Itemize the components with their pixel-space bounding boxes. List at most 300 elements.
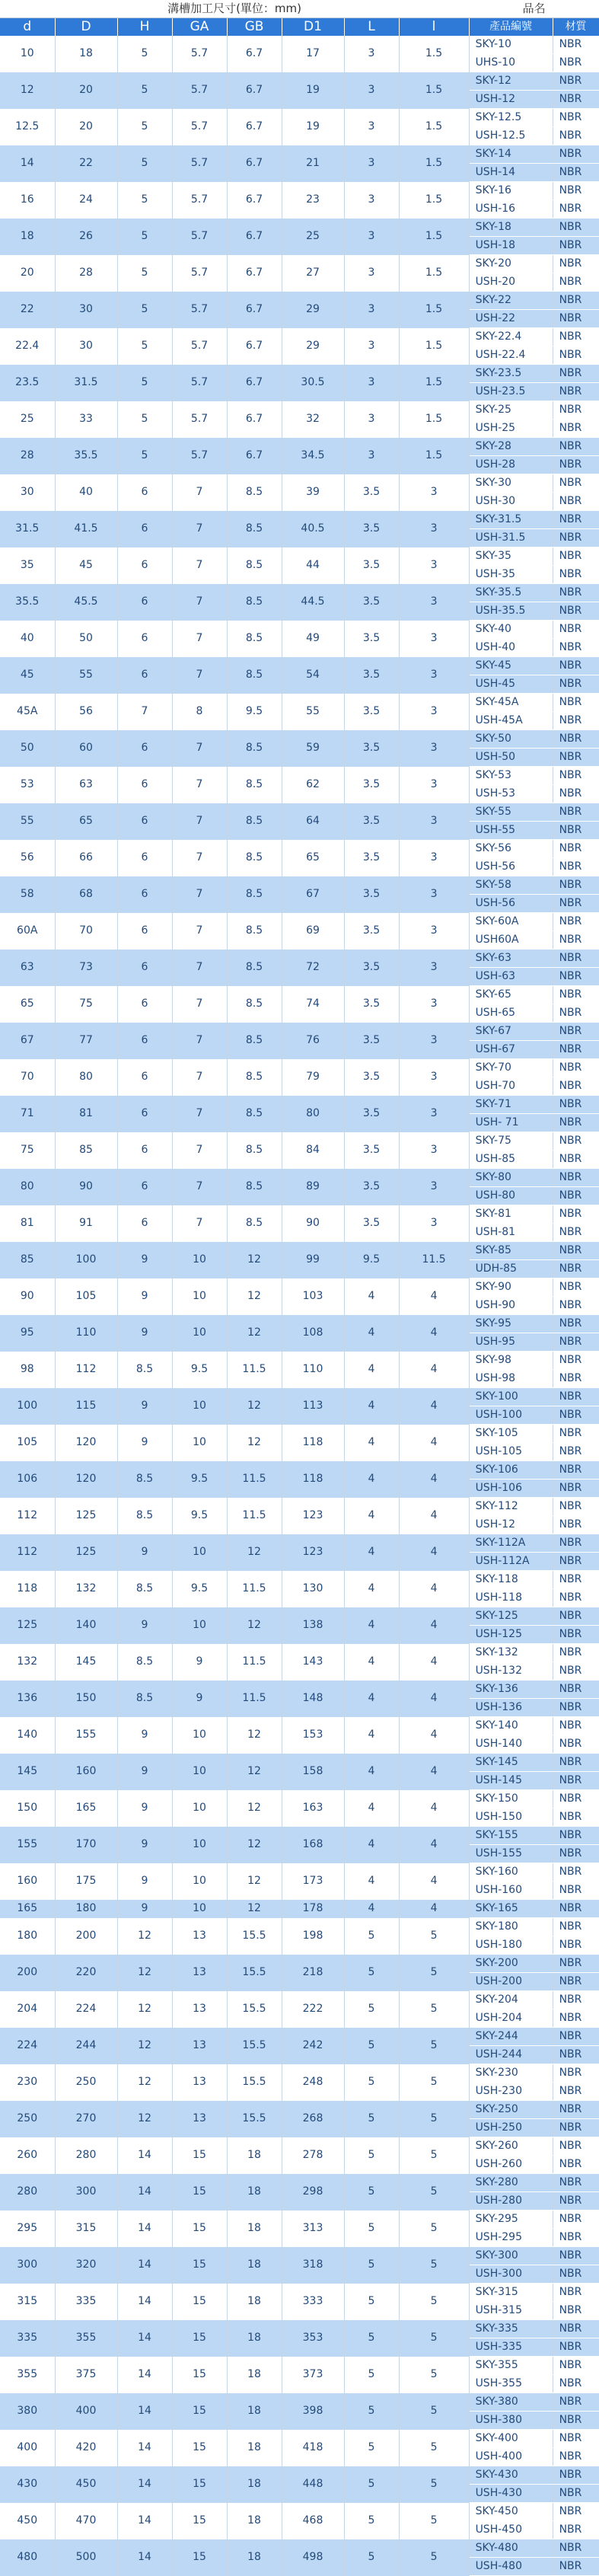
cell-l: 3 [399,584,469,621]
cell-l: 3 [399,657,469,694]
cell-L: 3.5 [344,1132,399,1169]
cell-part-number: SKY-58 [469,876,553,895]
cell-material: NBR [553,2539,599,2558]
cell-GB: 8.5 [227,474,282,511]
cell-d: 30 [0,474,55,511]
cell-L: 5 [344,2357,399,2393]
cell-part-number: SKY-25 [469,401,553,420]
cell-D: 45.5 [55,584,117,621]
cell-l: 1.5 [399,328,469,365]
cell-material: NBR [553,2083,599,2101]
cell-D: 335 [55,2284,117,2320]
cell-GB: 6.7 [227,109,282,145]
cell-D1: 163 [282,1790,344,1827]
cell-GB: 8.5 [227,876,282,913]
cell-material: NBR [553,36,599,54]
table-row [0,328,599,346]
cell-D1: 143 [282,1644,344,1681]
table-row [0,1132,599,1151]
table-row [0,2174,599,2192]
cell-D1: 89 [282,1169,344,1205]
cell-D: 22 [55,145,117,182]
cell-GA: 9 [172,1644,227,1681]
cell-material: NBR [553,72,599,91]
cell-l: 3 [399,1132,469,1169]
cell-material: NBR [553,420,599,438]
cell-GA: 5.7 [172,365,227,401]
cell-d: 100 [0,1388,55,1425]
cell-D: 65 [55,803,117,840]
cell-d: 105 [0,1425,55,1461]
cell-d: 132 [0,1644,55,1681]
cell-D: 66 [55,840,117,876]
cell-part-number: USH-56 [469,858,553,876]
cell-H: 9 [117,1827,172,1863]
col-material-header: 材質 [553,18,599,37]
cell-part-number: SKY-132 [469,1644,553,1662]
cell-part-number: USH-35.5 [469,602,553,621]
cell-L: 5 [344,1955,399,1991]
cell-part-number: SKY-75 [469,1132,553,1151]
cell-d: 125 [0,1607,55,1644]
cell-D1: 34.5 [282,438,344,474]
cell-GB: 8.5 [227,803,282,840]
cell-d: 28 [0,438,55,474]
cell-H: 6 [117,876,172,913]
cell-L: 3.5 [344,1096,399,1132]
cell-part-number: USH-55 [469,822,553,840]
cell-part-number: SKY-200 [469,1955,553,1973]
cell-H: 9 [117,1607,172,1644]
cell-GB: 8.5 [227,767,282,803]
cell-d: 165 [0,1900,55,1918]
cell-L: 5 [344,2539,399,2576]
cell-part-number: USH-355 [469,2375,553,2393]
cell-part-number: SKY-136 [469,1681,553,1699]
cell-GA: 9.5 [172,1498,227,1534]
cell-L: 3 [344,36,399,72]
cell-material: NBR [553,1717,599,1735]
cell-material: NBR [553,1863,599,1882]
cell-H: 5 [117,365,172,401]
cell-H: 6 [117,1169,172,1205]
cell-d: 260 [0,2137,55,2174]
cell-GA: 5.7 [172,438,227,474]
cell-d: 112 [0,1498,55,1534]
cell-material: NBR [553,1333,599,1352]
cell-material: NBR [553,639,599,657]
cell-L: 5 [344,1991,399,2028]
cell-material: NBR [553,237,599,255]
cell-d: 67 [0,1023,55,1059]
cell-material: NBR [553,91,599,109]
cell-material: NBR [553,1278,599,1297]
cell-D: 450 [55,2466,117,2503]
cell-D1: 108 [282,1315,344,1352]
cell-material: NBR [553,401,599,420]
cell-H: 8.5 [117,1461,172,1498]
cell-d: 45A [0,694,55,730]
cell-material: NBR [553,1114,599,1132]
cell-L: 3.5 [344,1205,399,1242]
cell-l: 5 [399,1955,469,1991]
cell-GA: 7 [172,986,227,1023]
cell-material: NBR [553,2320,599,2338]
cell-part-number: SKY-400 [469,2430,553,2448]
cell-d: 12.5 [0,109,55,145]
cell-part-number: USH-155 [469,1845,553,1863]
cell-D: 68 [55,876,117,913]
cell-L: 5 [344,2028,399,2064]
cell-material: NBR [553,109,599,127]
cell-D1: 218 [282,1955,344,1991]
cell-l: 3 [399,1205,469,1242]
cell-GB: 11.5 [227,1681,282,1717]
cell-material: NBR [553,456,599,474]
cell-l: 3 [399,1023,469,1059]
cell-material: NBR [553,1973,599,1991]
cell-L: 4 [344,1863,399,1900]
cell-l: 5 [399,2284,469,2320]
cell-L: 3.5 [344,1059,399,1096]
cell-d: 180 [0,1918,55,1955]
cell-material: NBR [553,2009,599,2028]
cell-material: NBR [553,1516,599,1534]
cell-material: NBR [553,2302,599,2320]
cell-part-number: SKY-12 [469,72,553,91]
cell-H: 14 [117,2539,172,2576]
cell-L: 3 [344,255,399,292]
cell-l: 5 [399,1918,469,1955]
cell-D: 200 [55,1918,117,1955]
cell-GA: 10 [172,1754,227,1790]
cell-GB: 6.7 [227,145,282,182]
cell-part-number: USH-300 [469,2265,553,2284]
cell-GB: 18 [227,2430,282,2466]
cell-GA: 10 [172,1425,227,1461]
cell-l: 3 [399,1169,469,1205]
cell-D1: 248 [282,2064,344,2101]
cell-part-number: SKY-50 [469,730,553,749]
cell-d: 58 [0,876,55,913]
cell-part-number: SKY-380 [469,2393,553,2412]
cell-H: 6 [117,1132,172,1169]
cell-D1: 158 [282,1754,344,1790]
cell-H: 9 [117,1717,172,1754]
cell-GA: 7 [172,767,227,803]
cell-part-number: USH-56 [469,895,553,913]
cell-l: 5 [399,2357,469,2393]
cell-GA: 15 [172,2284,227,2320]
cell-material: NBR [553,1260,599,1278]
cell-D: 110 [55,1315,117,1352]
table-row [0,2247,599,2265]
cell-GB: 12 [227,1790,282,1827]
table-row [0,840,599,858]
cell-l: 4 [399,1754,469,1790]
cell-GB: 18 [227,2284,282,2320]
table-row [0,72,599,91]
cell-GA: 7 [172,1205,227,1242]
col-l-header: l [399,18,469,37]
cell-D: 105 [55,1278,117,1315]
cell-d: 480 [0,2539,55,2576]
cell-D: 400 [55,2393,117,2430]
cell-part-number: USH-53 [469,785,553,803]
cell-material: NBR [553,127,599,145]
cell-H: 12 [117,1991,172,2028]
cell-material: NBR [553,365,599,383]
cell-part-number: USH-450 [469,2521,553,2539]
cell-GB: 8.5 [227,1023,282,1059]
cell-D1: 123 [282,1498,344,1534]
cell-GB: 12 [227,1242,282,1278]
cell-H: 6 [117,1096,172,1132]
cell-material: NBR [553,1443,599,1461]
cell-D: 170 [55,1827,117,1863]
cell-D1: 19 [282,109,344,145]
cell-l: 3 [399,767,469,803]
cell-D: 81 [55,1096,117,1132]
cell-material: NBR [553,292,599,310]
cell-part-number: SKY-30 [469,474,553,493]
cell-L: 4 [344,1315,399,1352]
col-H-header: H [117,18,172,37]
cell-part-number: SKY-125 [469,1607,553,1626]
cell-part-number: USH- 71 [469,1114,553,1132]
cell-d: 55 [0,803,55,840]
table-row [0,1315,599,1333]
cell-GB: 15.5 [227,1991,282,2028]
cell-part-number: SKY-95 [469,1315,553,1333]
cell-D1: 54 [282,657,344,694]
cell-d: 280 [0,2174,55,2211]
cell-part-number: USH-244 [469,2046,553,2064]
cell-H: 14 [117,2357,172,2393]
cell-d: 23.5 [0,365,55,401]
cell-part-number: USH-480 [469,2558,553,2576]
cell-L: 5 [344,2284,399,2320]
groove-dimensions-label: 溝槽加工尺寸(單位：mm) [0,0,469,18]
table-row [0,2284,599,2302]
cell-GB: 8.5 [227,950,282,986]
cell-GB: 12 [227,1315,282,1352]
cell-H: 5 [117,401,172,438]
cell-l: 4 [399,1498,469,1534]
cell-material: NBR [553,675,599,694]
cell-L: 4 [344,1644,399,1681]
cell-H: 9 [117,1315,172,1352]
cell-GA: 5.7 [172,292,227,328]
table-row [0,1863,599,1882]
cell-l: 1.5 [399,438,469,474]
table-row [0,1096,599,1114]
cell-l: 1.5 [399,365,469,401]
cell-part-number: SKY-56 [469,840,553,858]
cell-H: 5 [117,255,172,292]
cell-D1: 90 [282,1205,344,1242]
cell-l: 3 [399,840,469,876]
table-row [0,913,599,931]
cell-D1: 113 [282,1388,344,1425]
cell-part-number: USH-335 [469,2338,553,2357]
cell-GA: 8 [172,694,227,730]
cell-D: 150 [55,1681,117,1717]
cell-material: NBR [553,803,599,822]
cell-D1: 44.5 [282,584,344,621]
cell-material: NBR [553,1626,599,1644]
cell-D: 26 [55,219,117,255]
cell-l: 3 [399,730,469,767]
cell-GA: 10 [172,1242,227,1278]
cell-GA: 15 [172,2430,227,2466]
cell-part-number: SKY-112 [469,1498,553,1516]
cell-H: 6 [117,840,172,876]
cell-l: 4 [399,1425,469,1461]
cell-D1: 178 [282,1900,344,1918]
cell-part-number: USH-12 [469,1516,553,1534]
cell-material: NBR [553,1425,599,1443]
table-row [0,1900,599,1918]
cell-GB: 18 [227,2247,282,2284]
table-row [0,255,599,273]
cell-GA: 7 [172,803,227,840]
cell-part-number: SKY-300 [469,2247,553,2265]
cell-l: 5 [399,2064,469,2101]
cell-GB: 6.7 [227,365,282,401]
cell-l: 5 [399,2503,469,2539]
cell-D1: 118 [282,1461,344,1498]
cell-d: 60A [0,913,55,950]
cell-GA: 7 [172,657,227,694]
cell-D1: 59 [282,730,344,767]
cell-part-number: USH-380 [469,2412,553,2430]
cell-material: NBR [553,1498,599,1516]
cell-l: 5 [399,2466,469,2503]
cell-GA: 10 [172,1534,227,1571]
cell-d: 45 [0,657,55,694]
cell-material: NBR [553,1388,599,1406]
cell-d: 200 [0,1955,55,1991]
cell-GB: 11.5 [227,1352,282,1388]
table-row [0,182,599,200]
cell-part-number: USH-35 [469,566,553,584]
cell-l: 4 [399,1461,469,1498]
cell-material: NBR [553,2265,599,2284]
cell-part-number: USH-12 [469,91,553,109]
cell-material: NBR [553,438,599,456]
cell-l: 3 [399,1059,469,1096]
cell-D: 280 [55,2137,117,2174]
cell-GB: 15.5 [227,2101,282,2137]
cell-part-number: SKY-65 [469,986,553,1004]
cell-D: 77 [55,1023,117,1059]
cell-material: NBR [553,346,599,365]
cell-material: NBR [553,328,599,346]
cell-L: 3 [344,109,399,145]
cell-D1: 110 [282,1352,344,1388]
cell-GA: 10 [172,1717,227,1754]
cell-D1: 67 [282,876,344,913]
cell-D: 85 [55,1132,117,1169]
cell-material: NBR [553,2375,599,2393]
cell-part-number: SKY-250 [469,2101,553,2119]
cell-material: NBR [553,822,599,840]
cell-part-number: USH-70 [469,1077,553,1096]
cell-GB: 18 [227,2503,282,2539]
cell-H: 14 [117,2284,172,2320]
cell-GB: 6.7 [227,36,282,72]
col-L-header: L [344,18,399,37]
cell-D: 35.5 [55,438,117,474]
cell-GB: 8.5 [227,1059,282,1096]
cell-material: NBR [553,1754,599,1772]
table-row [0,1169,599,1187]
cell-H: 14 [117,2174,172,2211]
cell-part-number: USH-95 [469,1333,553,1352]
cell-part-number: USH-204 [469,2009,553,2028]
cell-L: 5 [344,2393,399,2430]
cell-L: 5 [344,2320,399,2357]
cell-GB: 18 [227,2466,282,2503]
cell-D: 120 [55,1425,117,1461]
cell-d: 155 [0,1827,55,1863]
cell-d: 18 [0,219,55,255]
cell-H: 6 [117,767,172,803]
cell-material: NBR [553,2357,599,2375]
table-row [0,584,599,602]
cell-l: 3 [399,474,469,511]
cell-material: NBR [553,1845,599,1863]
cell-d: 315 [0,2284,55,2320]
cell-GA: 5.7 [172,72,227,109]
cell-part-number: USH-430 [469,2485,553,2503]
cell-part-number: SKY-10 [469,36,553,54]
cell-part-number: SKY-70 [469,1059,553,1077]
cell-GB: 8.5 [227,840,282,876]
cell-d: 53 [0,767,55,803]
cell-GA: 7 [172,1059,227,1096]
cell-material: NBR [553,1936,599,1955]
cell-part-number: USH-145 [469,1772,553,1790]
cell-d: 250 [0,2101,55,2137]
cell-part-number: UHS-10 [469,54,553,72]
cell-L: 3 [344,182,399,219]
cell-D: 50 [55,621,117,657]
cell-material: NBR [553,767,599,785]
cell-part-number: USH-12.5 [469,127,553,145]
cell-D: 28 [55,255,117,292]
cell-H: 12 [117,1955,172,1991]
cell-GA: 15 [172,2211,227,2247]
cell-H: 5 [117,145,172,182]
cell-L: 3 [344,219,399,255]
cell-D1: 468 [282,2503,344,2539]
cell-material: NBR [553,1991,599,2009]
cell-material: NBR [553,2119,599,2137]
cell-D1: 44 [282,547,344,584]
cell-part-number: USH-160 [469,1882,553,1900]
cell-D: 140 [55,1607,117,1644]
cell-GA: 7 [172,950,227,986]
cell-L: 5 [344,2101,399,2137]
cell-L: 4 [344,1900,399,1918]
cell-H: 9 [117,1242,172,1278]
cell-L: 3.5 [344,511,399,547]
cell-part-number: USH-16 [469,200,553,219]
cell-material: NBR [553,1224,599,1242]
cell-material: NBR [553,2156,599,2174]
